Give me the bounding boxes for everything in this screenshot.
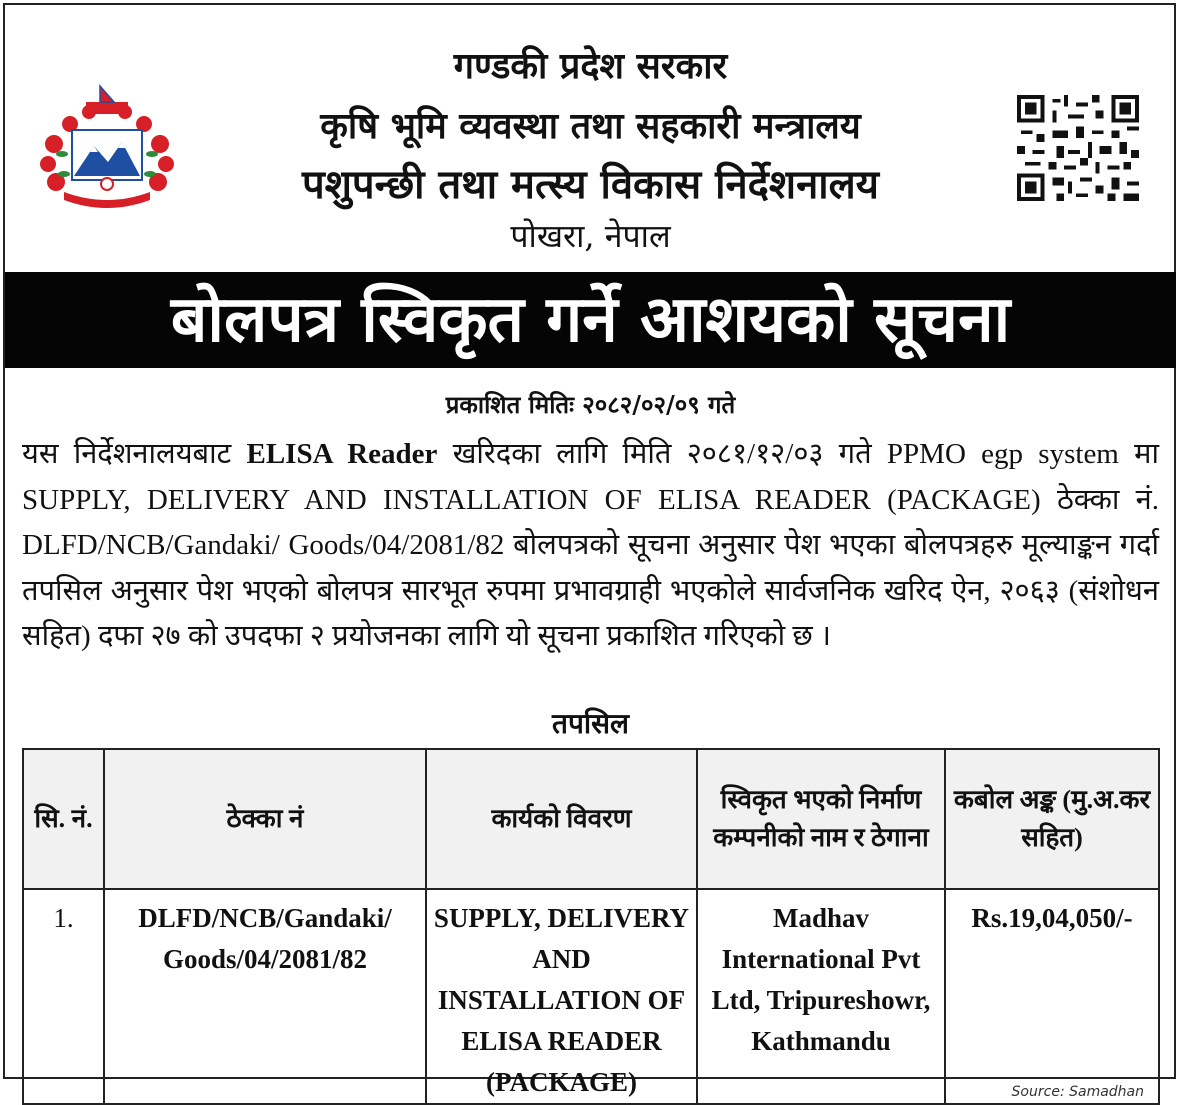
body-text-start: यस निर्देशनालयबाट	[22, 438, 232, 470]
cell-amount: Rs.19,04,050/-	[945, 889, 1159, 1104]
header-company: स्विकृत भएको निर्माण कम्पनीको नाम र ठेगाना	[697, 749, 945, 889]
table-title: तपसिल	[551, 707, 630, 740]
province-government-heading: गण्डकी प्रदेश सरकार	[453, 45, 728, 87]
body-text-rest: खरिदका लागि मिति २०८१/१२/०३ गते PPMO egp system मा SUPPLY, DELIVERY AND INSTALLATION OF ELISA READER (PACKAGE) ठेक्का नं. DLFD/NCB/Gandaki/ Goods/04/2081/82 बोलपत्रको सूचना अनुसार पेश भएका बोलपत्रहरु मूल्याङ्कन गर्दा तपसिल अनुसार पेश भएको बोलपत्र सारभूत रुपमा प्रभावग्राही भएकोले सार्वजनिक खरिद ऐन, २०६३ (संशोधन सहित) दफा २७ को उपदफा २ प्रयोजनका लागि यो सूचना प्रकाशित गरिएको छ ।	[22, 438, 1160, 652]
table-header-row	[23, 749, 1159, 889]
notice-title-banner: बोलपत्र स्विकृत गर्ने आशयको सूचना	[5, 272, 1176, 368]
cell-company: Madhav International Pvt Ltd, Tripureshowr, Kathmandu	[697, 889, 945, 1104]
award-table	[22, 748, 1160, 1105]
directorate-heading: पशुपन्छी तथा मत्स्य विकास निर्देशनालय	[302, 161, 879, 208]
published-date: प्रकाशित मितिः २०८२/०२/०९ गते	[445, 390, 736, 419]
header-amount: कबोल अङ्क (मु.अ.कर सहित)	[945, 749, 1159, 889]
table-row	[23, 889, 1159, 1104]
cell-sn: 1.	[23, 889, 104, 1104]
header-description: कार्यको विवरण	[426, 749, 697, 889]
body-bold-item: ELISA Reader	[246, 438, 438, 470]
notice-body	[22, 432, 1159, 660]
header-contract-no: ठेक्का नं	[104, 749, 426, 889]
cell-contract-no: DLFD/NCB/Gandaki/ Goods/04/2081/82	[104, 889, 426, 1104]
source-credit: Source: Samadhan	[1011, 1084, 1144, 1100]
cell-description: SUPPLY, DELIVERY AND INSTALLATION OF ELISA READER (PACKAGE)	[426, 889, 697, 1104]
location-heading: पोखरा, नेपाल	[510, 217, 671, 255]
header-sn: सि. नं.	[23, 749, 104, 889]
ministry-heading: कृषि भूमि व्यवस्था तथा सहकारी मन्त्रालय	[320, 105, 861, 147]
